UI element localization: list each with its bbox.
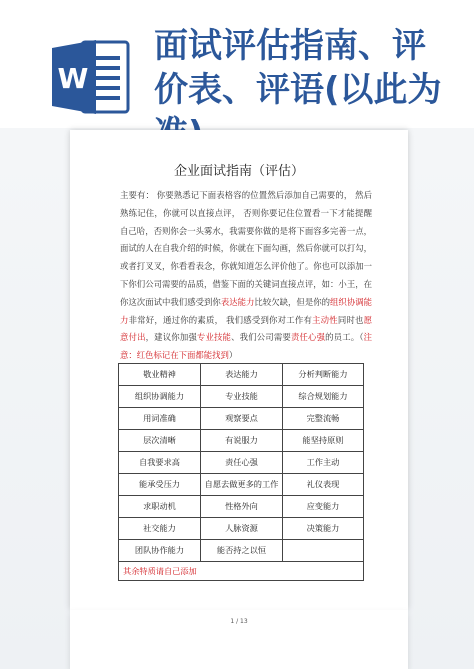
cover-title-line-2: 价表、评语(以此为: [154, 70, 442, 110]
text-segment: 主要有： 你要熟悉记下面表格容的位置然后添加自己需要的， 然后熟练记住，你就可以直接点评， 否则你要记住位置看一下才能提醒自己哈，否则你会一头雾水，我需要你做的是将下面容多完善一点，面试的人在自我介绍的时候，你就在下面勾画，然后你就可以打勾，或者打叉叉，你看看表念，你就知道怎么评价他了。你也可以添加一下你们公司需要的品质，借鉴下面的关键词直接点评，如：小王，在你这次面试中我们感受到你: [120, 190, 372, 307]
table-cell: 工作主动: [283, 452, 364, 474]
word-document-icon: [52, 38, 132, 116]
table-cell: [283, 540, 364, 562]
highlight-expression: 表达能力: [220, 296, 255, 307]
cover-header: [0, 0, 474, 130]
table-cell: 有说服力: [201, 430, 283, 452]
page-footer: [70, 610, 408, 669]
table-cell: 能承受压力: [119, 474, 201, 496]
highlight-dedication: 愿意付出: [120, 314, 373, 343]
table-cell: 责任心强: [201, 452, 283, 474]
cover-title-line-1: 面试评估指南、评: [154, 26, 426, 66]
table-row: [119, 496, 364, 518]
text-segment: 比较欠缺，但是你的: [254, 296, 331, 307]
highlight-initiative: 主动性: [312, 314, 338, 325]
table-cell: 完整流畅: [283, 408, 364, 430]
table-row: [119, 518, 364, 540]
table-cell: 性格外向: [201, 496, 283, 518]
intro-paragraph: [120, 187, 372, 365]
document-title: 企业面试指南（评估）: [173, 164, 304, 179]
table-cell: 用词准确: [119, 408, 201, 430]
table-cell: 表达能力: [201, 364, 283, 386]
text-segment: 、我们公司需要: [231, 332, 291, 343]
table-cell: 决策能力: [283, 518, 364, 540]
text-segment: ）: [228, 350, 238, 361]
table-cell: 分析判断能力: [283, 364, 364, 386]
table-row: [119, 408, 364, 430]
table-cell: 人脉资源: [201, 518, 283, 540]
table-cell: 专业技能: [201, 386, 283, 408]
table-cell: 礼仪表现: [283, 474, 364, 496]
table-cell: 综合规划能力: [283, 386, 364, 408]
table-cell: 能坚持原则: [283, 430, 364, 452]
table-cell: 自愿去做更多的工作: [201, 474, 283, 496]
highlight-skills: 专业技能: [196, 332, 232, 343]
svg-text:W: W: [57, 62, 89, 95]
table-row: [119, 474, 364, 496]
text-segment: 同时也: [337, 314, 364, 325]
table-cell: 层次清晰: [119, 430, 201, 452]
page-number: 1 / 13: [230, 618, 248, 625]
text-segment: ，建议你加强: [145, 332, 197, 343]
table-cell: 自我要求高: [119, 452, 201, 474]
table-cell: 能否持之以恒: [201, 540, 283, 562]
table-cell: 组织协调能力: [119, 386, 201, 408]
highlight-responsibility: 责任心强: [290, 332, 326, 343]
highlight-coordination: 组织协调能力: [120, 296, 373, 325]
table-row: [119, 562, 364, 581]
table-cell: 应变能力: [283, 496, 364, 518]
table-footer-note: 其余特质请自己添加: [119, 562, 364, 581]
highlight-note: 注意：红色标记在下面都能找到: [120, 332, 373, 361]
table-cell: 求职动机: [119, 496, 201, 518]
table-row: [119, 540, 364, 562]
traits-table: [118, 363, 364, 581]
document-page: [70, 130, 408, 610]
table-cell: 敬业精神: [119, 364, 201, 386]
table-row: [119, 452, 364, 474]
table-cell: 团队协作能力: [119, 540, 201, 562]
table-row: [119, 364, 364, 386]
text-segment: 非常好，通过你的素质， 我们感受到你对工作有: [128, 314, 313, 325]
text-segment: 的员工。（: [325, 332, 364, 343]
table-cell: 社交能力: [119, 518, 201, 540]
table-row: [119, 386, 364, 408]
table-row: [119, 430, 364, 452]
table-cell: 观察要点: [201, 408, 283, 430]
